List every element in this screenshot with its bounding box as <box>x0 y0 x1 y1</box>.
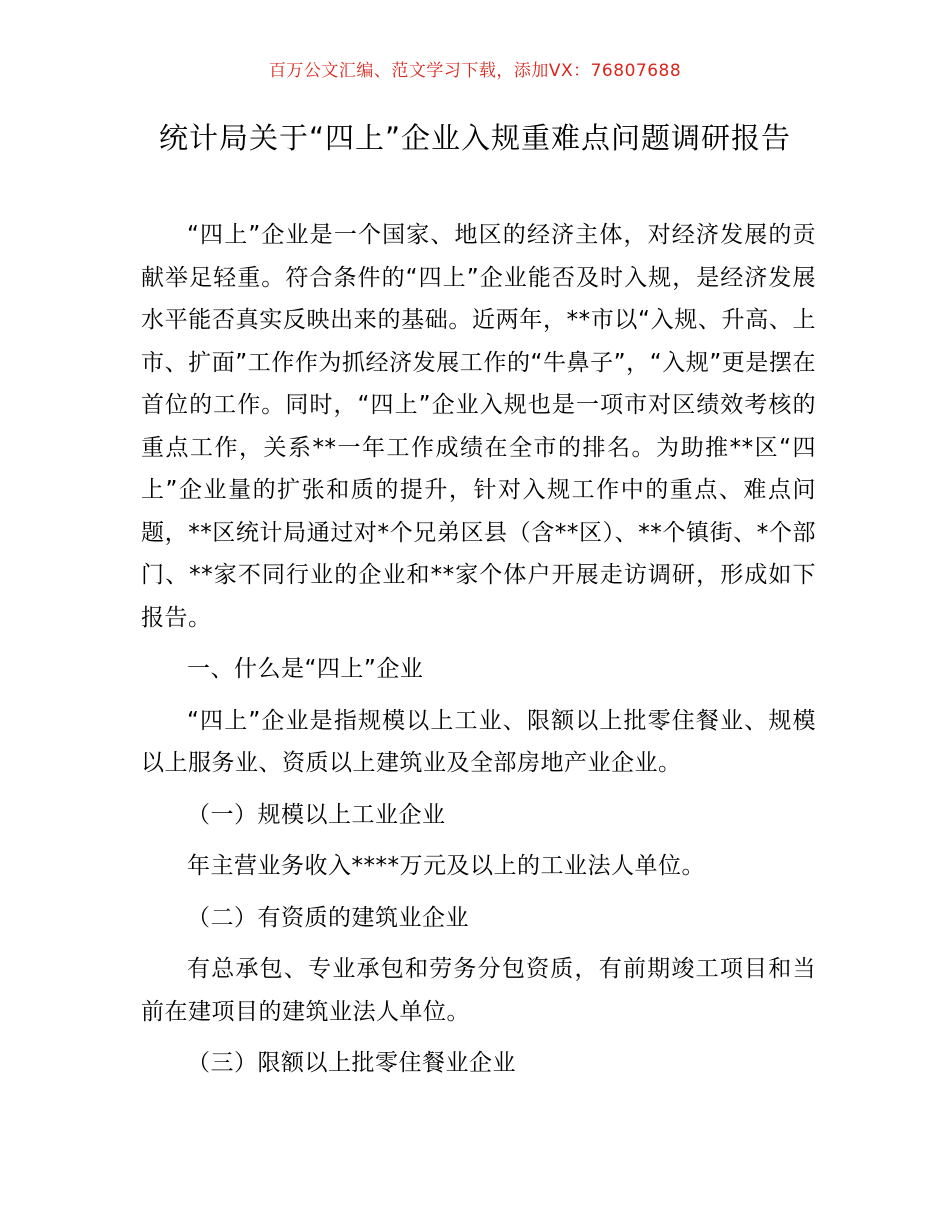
industrial-criteria: 年主营业务收入****万元及以上的工业法人单位。 <box>187 853 705 879</box>
definition-paragraph: “四上”企业是指规模以上工业、限额以上批零住餐业、规模以上服务业、资质以上建筑业及全部房地产业企业。 <box>141 707 816 776</box>
document-title: 统计局关于“四上”企业入规重难点问题调研报告 <box>158 121 792 155</box>
intro-paragraph: “四上”企业是一个国家、地区的经济主体，对经济发展的贡献举足轻重。符合条件的“四上”企业能否及时入规，是经济发展水平能否真实反映出来的基础。近两年，**市以“入规、升高、上市、扩面”工作作为抓经济发展工作的“牛鼻子”，“入规”更是摆在首位的工作。同时，“四上”企业入规也是一项市对区绩效考核的重点工作，关系**一年工作成绩在全市的排名。为助推**区“四上”企业量的扩张和质的提升，针对入规工作中的重点、难点问题，**区统计局通过对*个兄弟区县（含**区）、**个镇街、*个部门、**家不同行业的企业和**家个体户开展走访调研，形成如下报告。 <box>141 222 816 631</box>
construction-criteria: 有总承包、专业承包和劳务分包资质，有前期竣工项目和当前在建项目的建筑业法人单位。 <box>141 956 816 1025</box>
subheading-industrial: （一）规模以上工业企业 <box>187 801 446 828</box>
subheading-wholesale-retail: （三）限额以上批零住餐业企业 <box>187 1050 516 1076</box>
document-body <box>141 214 816 1085</box>
subheading-construction: （二）有资质的建筑业企业 <box>187 904 469 931</box>
header-download-note: 百万公文汇编、范文学习下载，添加VX：76807688 <box>268 61 682 81</box>
section-heading-1: 一、什么是“四上”企业 <box>187 656 424 682</box>
